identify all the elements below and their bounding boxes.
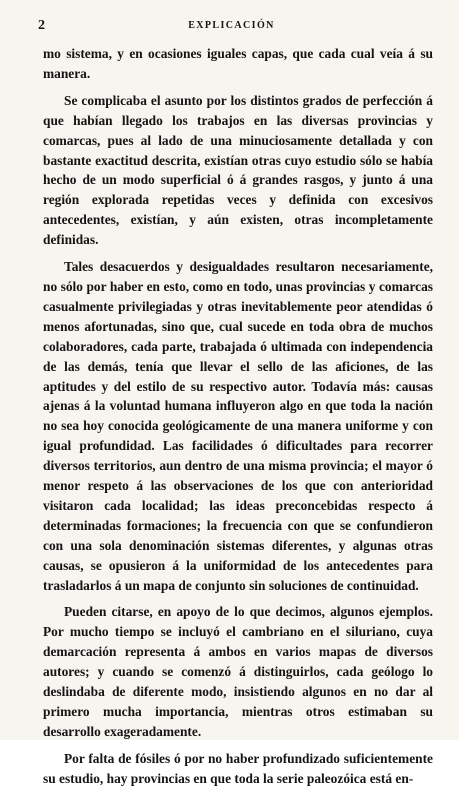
paragraph: Tales desacuerdos y desigualdades resultaron necesariamente, no sólo por haber en esto, como en todo, unas provincias y comarcas casualmente privilegiadas y otras inevitablemente peor atendidas ó menos afortunadas, sino que, cual sucede en toda obra de muchos colaboradores, cada parte, trabajada ó ultimada con independencia de las demás, tenía que llevar el sello de las aficiones, de las aptitudes y del estilo de su respectivo autor. Todavía más: causas ajenas á la voluntad humana influyeron algo en que toda la nación no sea hoy conocida geológicamente de una manera uniforme y con igual profundidad. Las facilidades ó dificultades para recorrer diversos territorios, aun dentro de una misma provincia; el mayor ó menor respeto á las observaciones de los que con anterioridad visitaron cada localidad; las ideas preconcebidas respecto á determinadas formaciones; la frecuencia con que se confundieron con una sola denominación sistemas diferentes, y algunas otras causas, se opusieron á la uniformidad de los antecedentes para trasladarlos á un mapa de conjunto sin soluciones de continuidad. <box>43 259 433 593</box>
paragraph-continuation: mo sistema, y en ocasiones iguales capas, que cada cual veía á su manera. <box>43 46 433 81</box>
paragraph: Se complicaba el asunto por los distintos grados de perfección á que habían llegado los trabajos en las diversas provincias y comarcas, pues al lado de una minuciosamente detallada y con bastante exactitud descrita, existían otras cuyo estudio sólo se había hecho de un modo superficial ó á grandes rasgos, y junto á una región explorada repetidas veces y definida con excesivos antecedentes, existían, y aún existen, otras incompletamente definidas. <box>43 92 433 248</box>
paragraph: Por falta de fósiles ó por no haber profundizado suficientemente su estudio, hay provincias en que toda la serie paleozóica está en- <box>43 750 433 786</box>
page-header <box>28 18 435 36</box>
running-head: EXPLICACIÓN <box>188 20 275 31</box>
page-number: 2 <box>38 18 45 33</box>
body-text <box>43 44 433 789</box>
paragraph: Pueden citarse, en apoyo de lo que decimos, algunos ejemplos. Por mucho tiempo se incluyó el cambriano en el siluriano, cuya demarcación representa á ambos en varios mapas de diversos autores; y cuando se comenzó á distinguirlos, cada geólogo lo deslindaba de diferente modo, insistiendo algunos en no dar al primero mucha importancia, mientras otros estimaban su desarrollo exageradamente. <box>43 604 433 739</box>
